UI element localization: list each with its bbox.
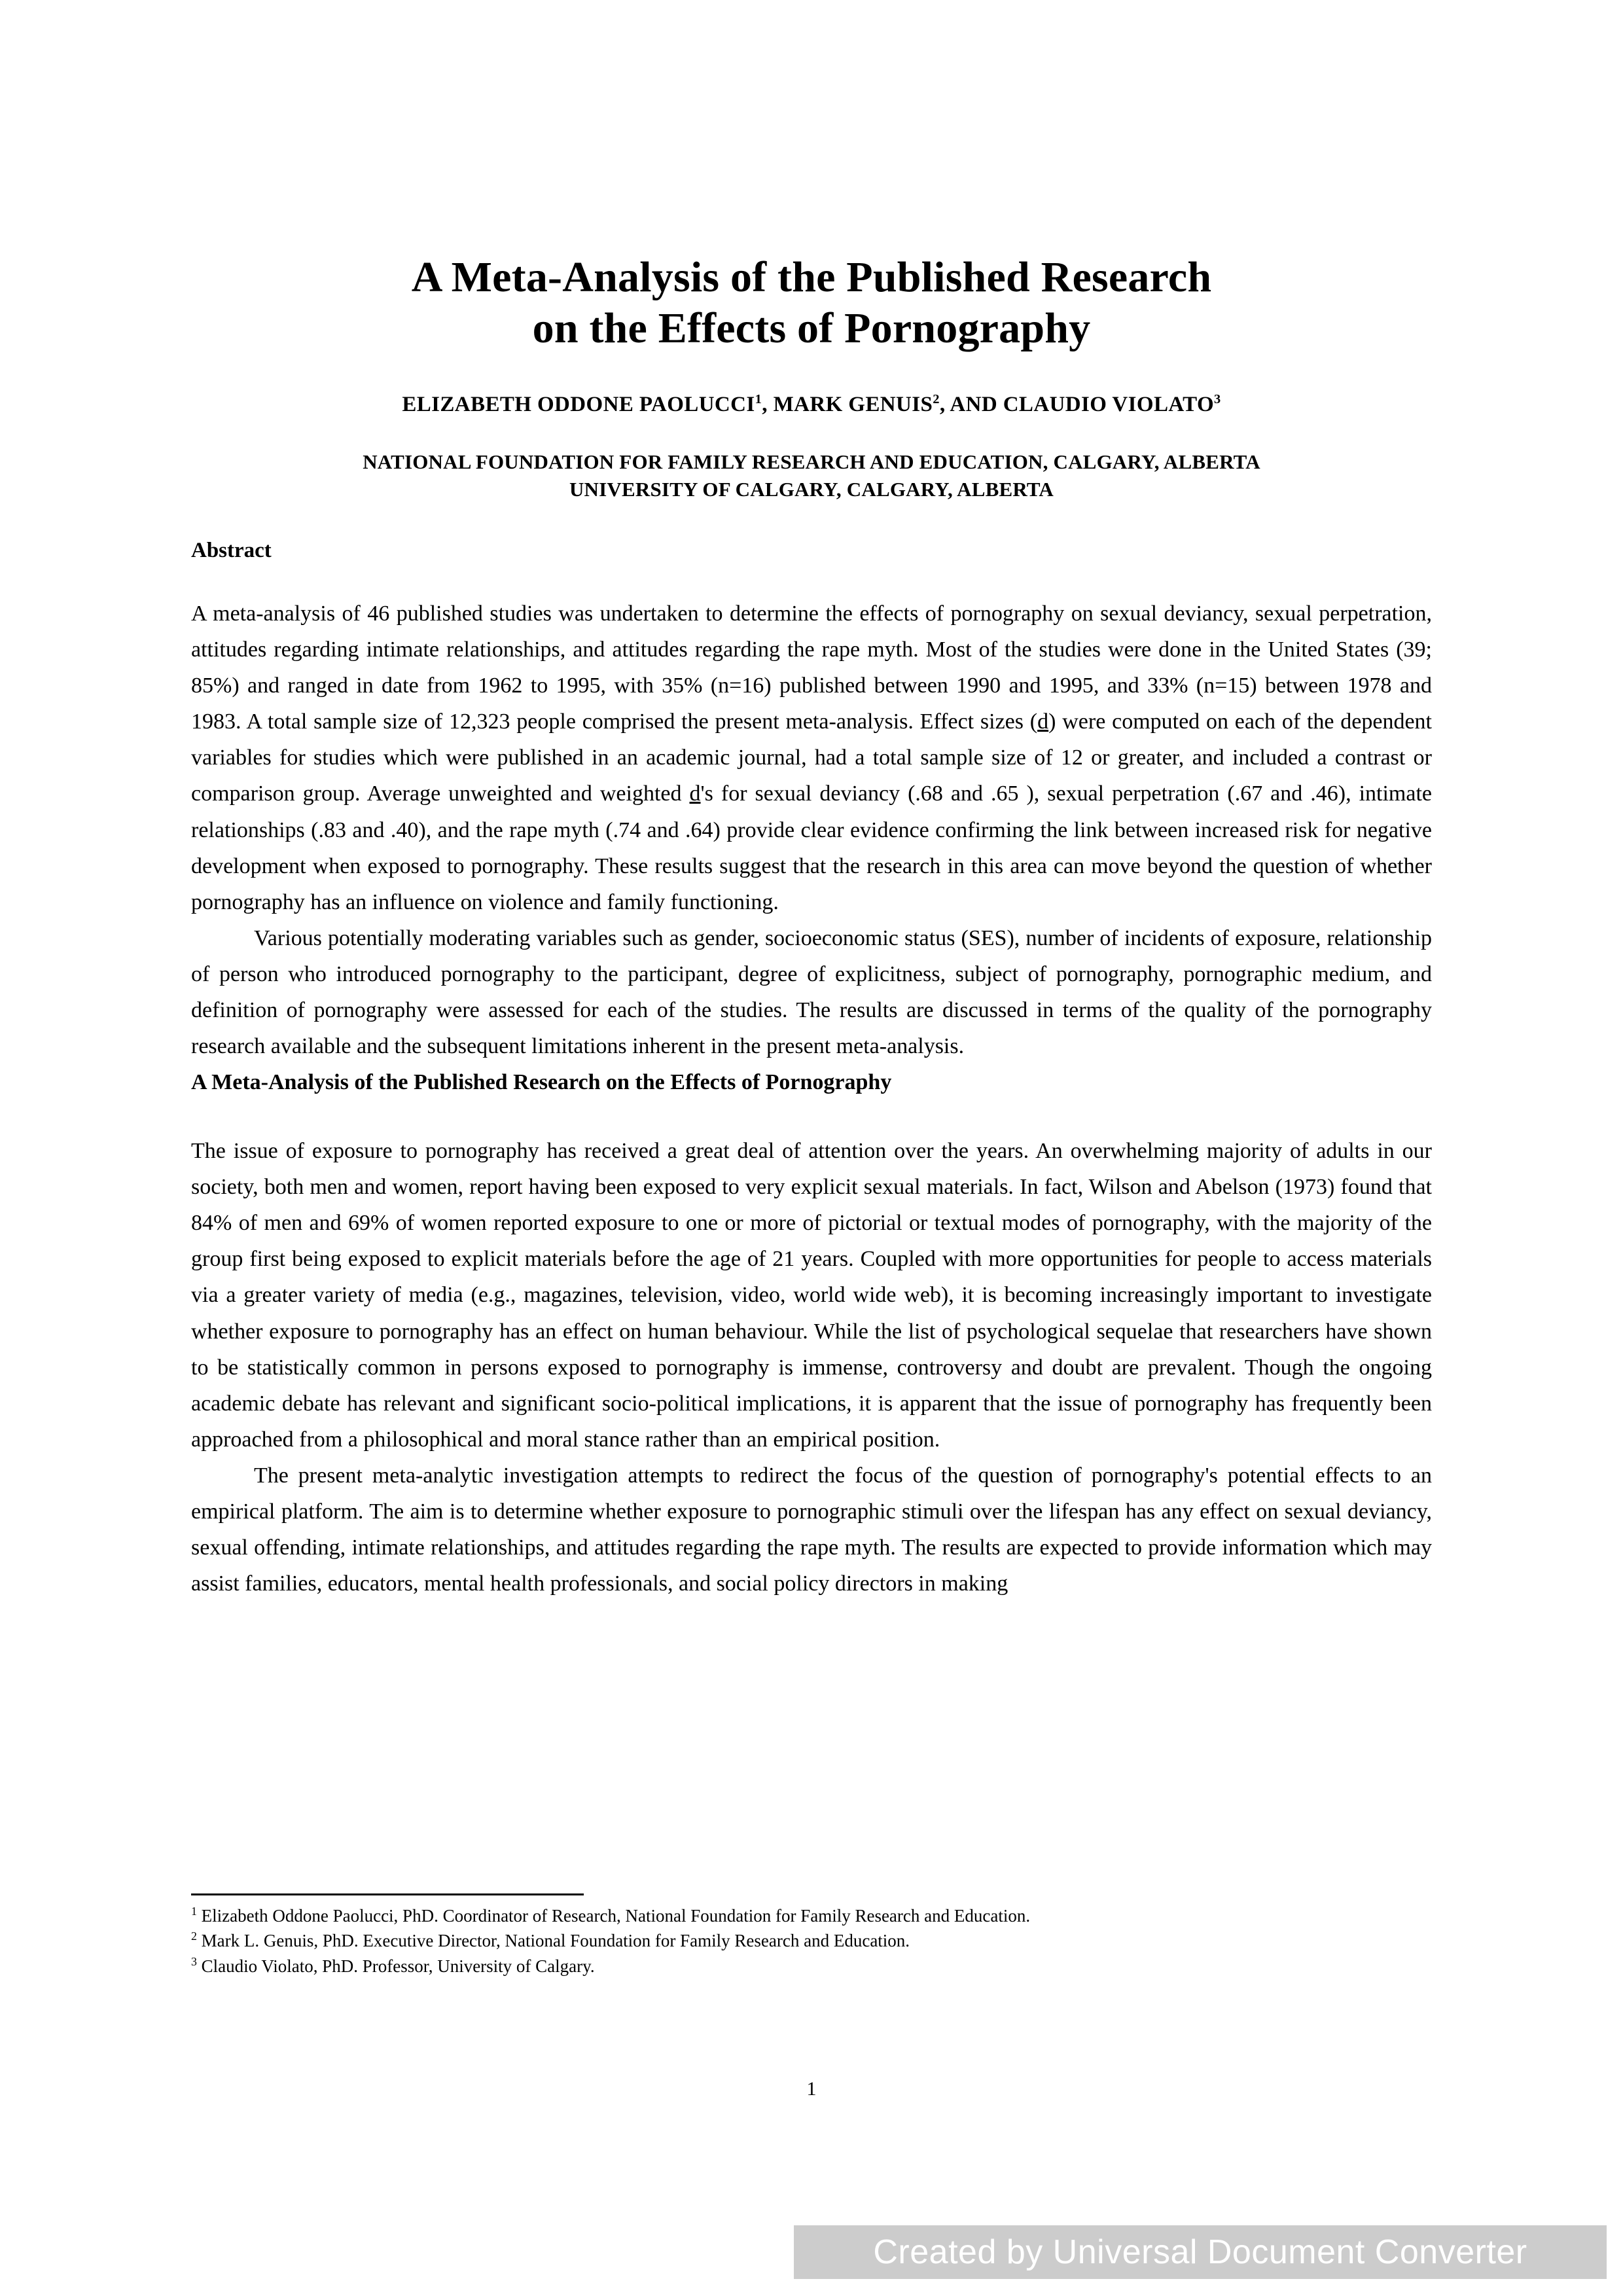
affiliation-line-1: NATIONAL FOUNDATION FOR FAMILY RESEARCH AND EDUCATION, CALGARY, ALBERTA bbox=[363, 450, 1260, 473]
effect-size-symbol-2: d bbox=[689, 781, 701, 806]
author-3-name: CLAUDIO VIOLATO bbox=[1003, 392, 1215, 416]
abstract-paragraph-2: Various potentially moderating variables such as gender, socioeconomic status (SES), number of incidents of exposure, relationship of person who introduced pornography to the participant, degree of explicitness, subject of pornography, pornographic medium, and definition of pornography were assessed for each of the studies. The results are discussed in terms of the quality of the pornography research available and the subsequent limitations inherent in the present meta-analysis. bbox=[191, 925, 1432, 1058]
watermark-banner bbox=[794, 2225, 1607, 2279]
page-title-line-2: on the Effects of Pornography bbox=[532, 304, 1091, 352]
main-paragraph-2: The present meta-analytic investigation attempts to redirect the focus of the question of pornography's potential effects to an empirical platform. The aim is to determine whether exposure to pornographic stimuli over the lifespan has any effect on sexual deviancy, sexual offending, intimate relationships, and attitudes regarding the rape myth. The results are expected to provide information which may assist families, educators, mental health professionals, and social policy directors in making bbox=[191, 1463, 1432, 1596]
footnote-1 bbox=[191, 1903, 1432, 1928]
affiliation-block bbox=[191, 417, 1432, 503]
author-2-name: MARK GENUIS bbox=[773, 392, 933, 416]
author-line bbox=[191, 354, 1432, 417]
main-section-heading: A Meta-Analysis of the Published Research on the Effects of Pornography bbox=[191, 1070, 892, 1095]
abstract-p1-part-a: A meta-analysis of 46 published studies was undertaken to determine the effects of pornography on sexual deviancy, sexual perpetration, attitudes regarding intimate relationships, and attitudes regarding the rape myth. Most of the studies were done in the United States (39; 85%) and ranged in date from 1962 to 1995, with 35% (n=16) published between 1990 and 1995, and 33% (n=15) between 1978 and 1983. A total sample size of 12,323 people comprised the present meta-analysis. Effect sizes ( bbox=[191, 601, 1432, 734]
author-1-footnote-marker: 1 bbox=[755, 391, 762, 406]
footnote-1-text: Elizabeth Oddone Paolucci, PhD. Coordinator of Research, National Foundation for Family Research and Education. bbox=[196, 1906, 1031, 1926]
effect-size-symbol-1: d bbox=[1037, 709, 1049, 734]
page-content bbox=[191, 0, 1432, 1602]
page-title-line-1: A Meta-Analysis of the Published Research bbox=[411, 253, 1212, 301]
page-title bbox=[191, 0, 1432, 354]
page-number: 1 bbox=[806, 2078, 817, 2100]
footnote-1-marker: 1 bbox=[191, 1905, 197, 1918]
footnote-2 bbox=[191, 1928, 1432, 1953]
footnote-3 bbox=[191, 1954, 1432, 1979]
author-separator-2: , AND bbox=[939, 392, 1003, 416]
author-3-footnote-marker: 3 bbox=[1214, 391, 1221, 406]
footnote-3-marker: 3 bbox=[191, 1954, 197, 1968]
abstract-p1-part-b: ) were computed on each of the dependent variables for studies which were published in an academic journal, had a total sample size of 12 or greater, and included a contrast or comparison group. Average unweighted and weighted bbox=[191, 709, 1433, 806]
footnote-3-text: Claudio Violato, PhD. Professor, University of Calgary. bbox=[196, 1956, 595, 1976]
footnote-separator-rule bbox=[191, 1893, 584, 1895]
abstract-paragraph-1 bbox=[191, 563, 1432, 920]
abstract-heading: Abstract bbox=[191, 539, 272, 563]
watermark-text: Created by Universal Document Converter bbox=[873, 2233, 1527, 2271]
footnote-2-text: Mark L. Genuis, PhD. Executive Director, National Foundation for Family Research and Education. bbox=[196, 1931, 910, 1951]
abstract-p1-part-c: 's for sexual deviancy (.68 and .65 ), sexual perpetration (.67 and .46), intimate relationships (.83 and .40), and the rape myth (.74 and .64) provide clear evidence confirming the link between increased risk for negative development when exposed to pornography. These results suggest that the research in this area can move beyond the question of whether pornography has an influence on violence and family functioning. bbox=[191, 781, 1432, 914]
affiliation-line-2: UNIVERSITY OF CALGARY, CALGARY, ALBERTA bbox=[569, 477, 1054, 501]
main-paragraph-1: The issue of exposure to pornography has received a great deal of attention over the years. An overwhelming majority of adults in our society, both men and women, report having been exposed to very explicit sexual materials. In fact, Wilson and Abelson (1973) found that 84% of men and 69% of women reported exposure to one or more of pictorial or textual modes of pornography, with the majority of the group first being exposed to explicit materials before the age of 21 years. Coupled with more opportunities for people to access materials via a greater variety of media (e.g., magazines, television, video, world wide web), it is becoming increasingly important to investigate whether exposure to pornography has an effect on human behaviour. While the list of psychological sequelae that researchers have shown to be statistically common in persons exposed to pornography is immense, controversy and doubt are prevalent. Though the ongoing academic debate has relevant and significant socio-political implications, it is apparent that the issue of pornography has frequently been approached from a philosophical and moral stance rather than an empirical position. bbox=[191, 1139, 1432, 1452]
footnote-2-marker: 2 bbox=[191, 1929, 197, 1943]
author-2-footnote-marker: 2 bbox=[933, 391, 940, 406]
author-1-name: ELIZABETH ODDONE PAOLUCCI bbox=[402, 392, 755, 416]
footnote-block bbox=[191, 1893, 1432, 1979]
author-separator-1: , bbox=[762, 392, 774, 416]
